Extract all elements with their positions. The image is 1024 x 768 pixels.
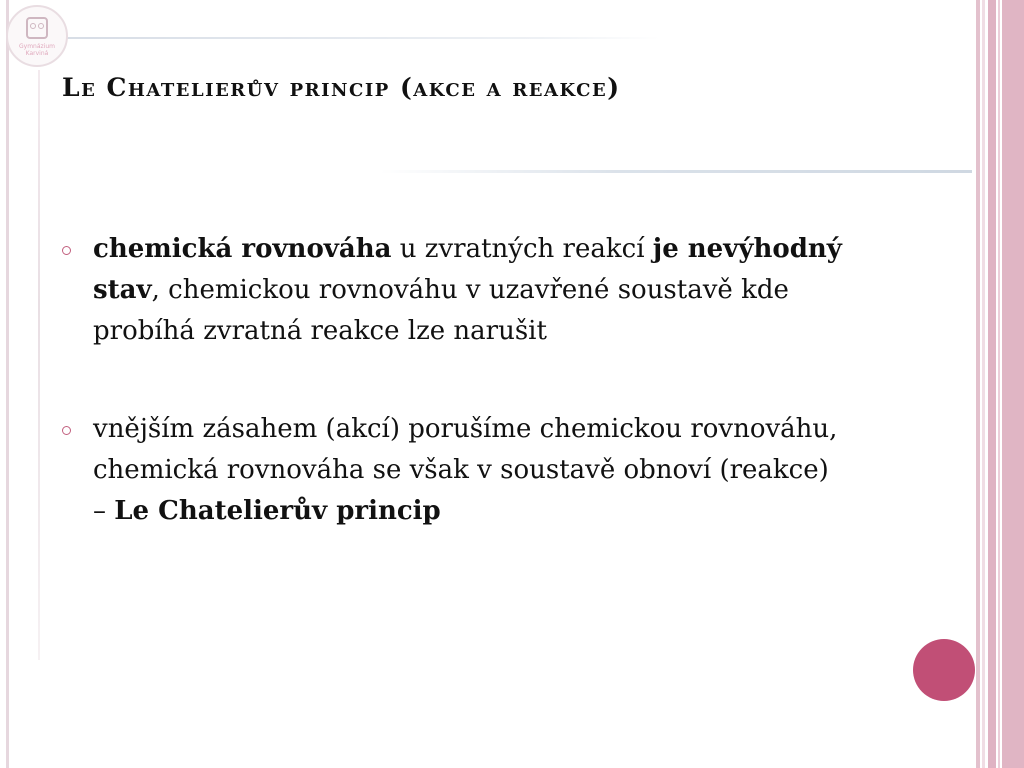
bullet-1-part-2: u zvratných reakcí xyxy=(391,234,653,264)
bullet-1-part-3: je nevýhodný stav xyxy=(93,234,842,305)
right-decorative-stripes xyxy=(976,0,1024,768)
logo-text-line1: Gymnázium xyxy=(19,43,55,50)
left-border-line xyxy=(6,0,9,768)
left-inner-line xyxy=(38,70,40,660)
bullet-circle-icon xyxy=(62,426,71,435)
logo-text-line2: Karviná xyxy=(25,50,49,57)
bullet-1-part-1: chemická rovnováha xyxy=(93,234,392,264)
bullet-1-part-4: , chemickou rovnováhu v uzavřené soustavě kde probíhá zvratná reakce lze narušit xyxy=(93,275,789,346)
slide-title: Le Chatelierův princip (akce a reakce) xyxy=(62,73,621,102)
decorative-circle xyxy=(913,639,975,701)
bullet-list xyxy=(62,229,842,532)
bullet-2-part-2: Le Chatelierův princip xyxy=(114,496,441,526)
bullet-2-part-1: vnějším zásahem (akcí) porušíme chemickou rovnováhu, chemická rovnováha se však v soustavě obnoví (reakce) – xyxy=(93,414,838,526)
bullet-item-1 xyxy=(62,229,842,352)
school-logo xyxy=(6,5,68,67)
bullet-circle-icon xyxy=(62,246,71,255)
top-divider xyxy=(60,37,660,39)
owl-icon xyxy=(26,17,48,39)
logo-text xyxy=(8,43,66,57)
title-divider xyxy=(380,170,972,173)
bullet-item-2 xyxy=(62,409,842,532)
